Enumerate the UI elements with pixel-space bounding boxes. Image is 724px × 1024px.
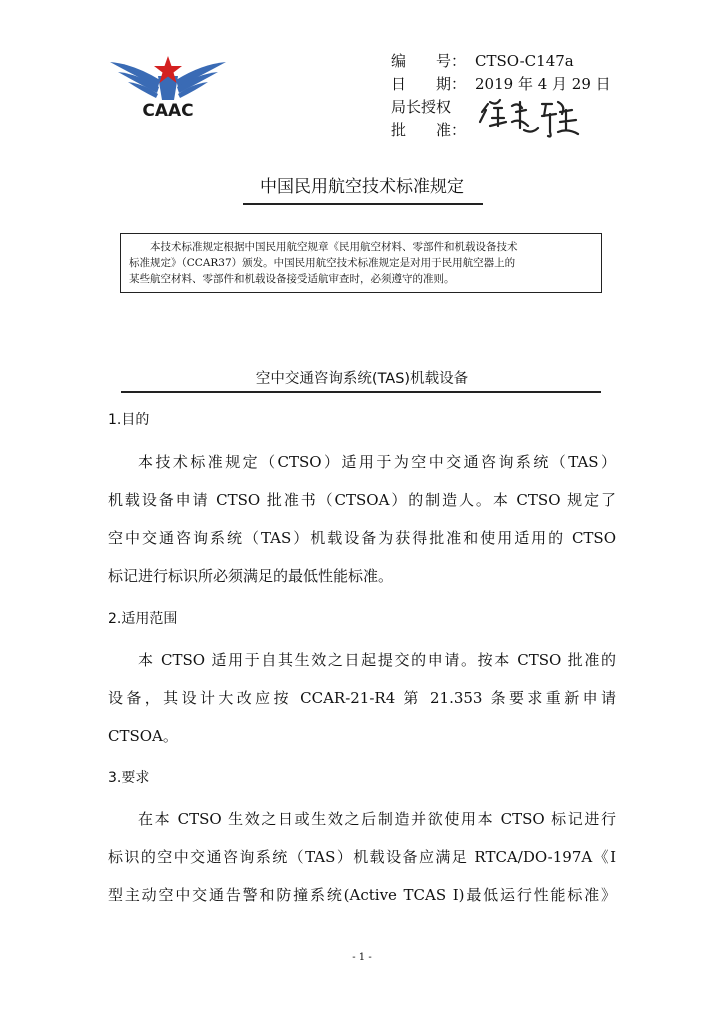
meta-date-label: 日 期： (391, 75, 467, 93)
title-divider (243, 203, 483, 205)
handwritten-signature (476, 92, 586, 142)
paragraph-line: 型主动空中交通告警和防撞系统(Active TCAS I)最低运行性能标准》 (108, 886, 616, 904)
notice-line: 标准规定》（CCAR37）颁发。中国民用航空技术标准规定是对用于民用航空器上的 (129, 257, 516, 269)
meta-date-value: 2019 年 4 月 29 日 (475, 75, 611, 93)
section-heading: 1.目的 (108, 412, 150, 428)
meta-number-label: 编 号： (391, 52, 467, 70)
section-heading: 2.适用范围 (108, 611, 178, 627)
document-subtitle: 空中交通咨询系统(TAS)机载设备 (255, 371, 469, 387)
notice-box (120, 233, 602, 293)
subtitle-divider (121, 391, 601, 393)
paragraph-line: 标记进行标识所必须满足的最低性能标准。 (108, 567, 394, 585)
caac-logo (108, 50, 228, 122)
paragraph-line: CTSOA。 (108, 727, 178, 745)
page-title: 中国民用航空技术标准规定 (260, 177, 464, 197)
paragraph-line: 本 CTSO 适用于自其生效之日起提交的申请。按本 CTSO 批准的 (138, 651, 616, 669)
meta-number-value: CTSO-C147a (475, 52, 574, 70)
section-paragraph (108, 808, 616, 922)
notice-line: 本技术标准规定根据中国民用航空规章《民用航空材料、零部件和机载设备技术 (150, 241, 518, 253)
section-paragraph (108, 649, 616, 763)
page-number: - 1 - (352, 952, 372, 963)
paragraph-line: 机载设备申请 CTSO 批准书（CTSOA）的制造人。本 CTSO 规定了 (108, 491, 616, 509)
meta-authorized-label: 局长授权 (391, 98, 452, 116)
paragraph-line: 设备，其设计大改应按 CCAR-21-R4 第 21.353 条要求重新申请 (108, 689, 616, 707)
paragraph-line: 标识的空中交通咨询系统（TAS）机载设备应满足 RTCA/DO-197A《I (108, 848, 616, 866)
meta-approve-label: 批 准： (391, 121, 467, 139)
paragraph-line: 在本 CTSO 生效之日或生效之后制造并欲使用本 CTSO 标记进行 (138, 810, 616, 828)
paragraph-line: 本技术标准规定（CTSO）适用于为空中交通咨询系统（TAS） (138, 453, 616, 471)
meta-number-row (391, 50, 611, 73)
paragraph-line: 空中交通咨询系统（TAS）机载设备为获得批准和使用适用的 CTSO (108, 529, 616, 547)
section-paragraph (108, 451, 616, 603)
section-heading: 3.要求 (108, 770, 150, 786)
caac-emblem-icon (108, 50, 228, 122)
notice-line: 某些航空材料、零部件和机载设备接受适航审查时，必须遵守的准则。 (129, 273, 455, 285)
svg-text:CAAC: CAAC (142, 101, 194, 121)
